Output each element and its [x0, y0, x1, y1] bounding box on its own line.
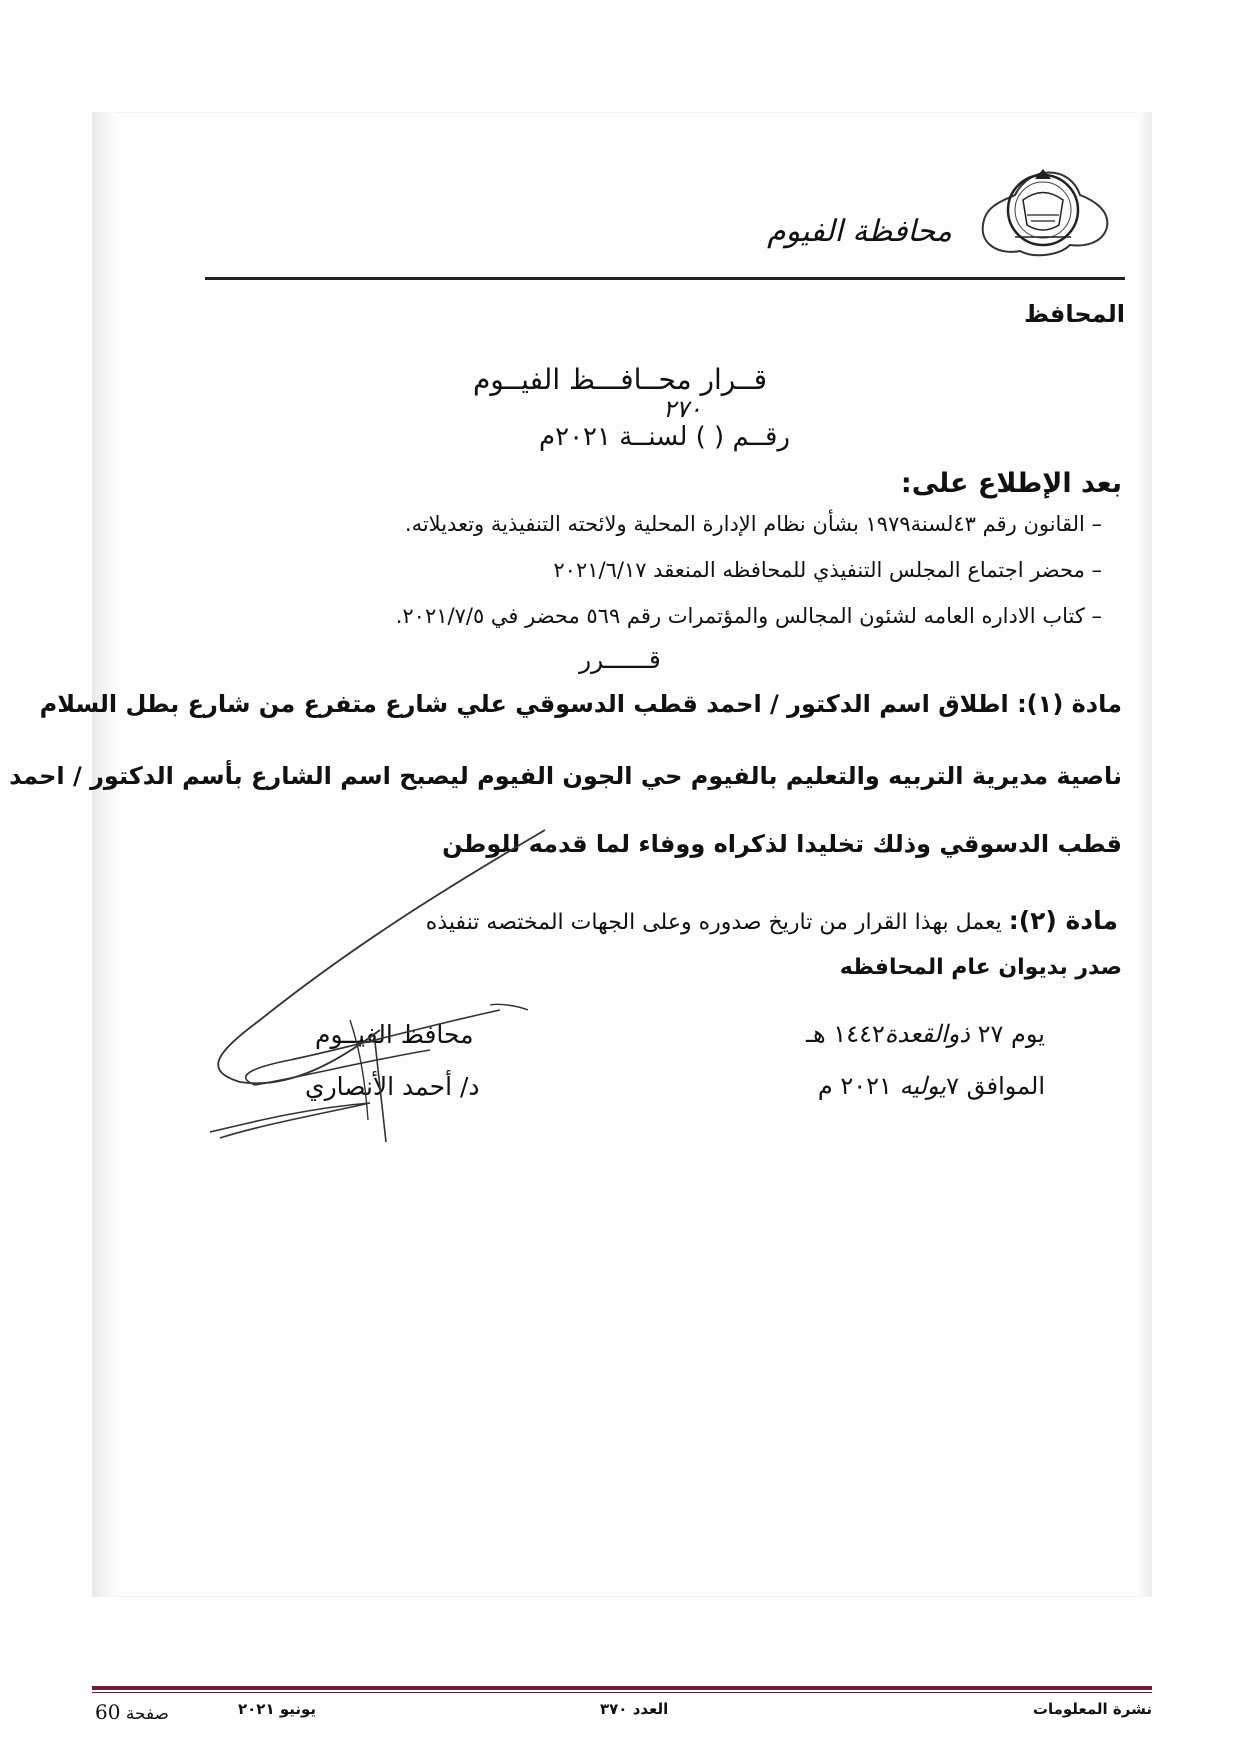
governorate-name: محافظة الفيوم — [767, 214, 952, 249]
signatory-name: د/ أحمد الأنصاري — [305, 1072, 480, 1101]
header-divider — [205, 277, 1125, 280]
decision-title: قــرار محــافـــظ الفيــوم — [472, 363, 768, 396]
page-label: صفحة — [125, 1704, 169, 1724]
governorate-seal-icon — [975, 155, 1115, 267]
article2-label: مادة (٢): — [1008, 906, 1118, 935]
gregorian-day: الموافق ٧ — [946, 1072, 1045, 1100]
gregorian-month-handwritten: يوليه — [899, 1072, 947, 1100]
article1-line: قطب الدسوقي وذلك تخليدا لذكراه ووفاء لما قدمه للوطن — [442, 830, 1122, 858]
article2-text: يعمل بهذا القرار من تاريخ صدوره وعلى الجهات المختصه تنفيذه — [425, 910, 1009, 935]
decision-number-line: رقــم ( ) لسنــة ٢٠٢١م — [539, 422, 790, 452]
reference-item: – محضر اجتماع المجلس التنفيذي للمحافظه المنعقد ٢٠٢١/٦/١٧ — [553, 558, 1102, 582]
gregorian-year: ٢٠٢١ م — [817, 1072, 900, 1100]
decided-heading: قــــــرر — [579, 645, 661, 674]
issued-at: صدر بديوان عام المحافظه — [839, 955, 1122, 980]
handwritten-decision-number: ٢٧٠ — [663, 395, 702, 423]
hijri-month-handwritten: ذوالقعدة — [884, 1020, 970, 1048]
issuer-role: المحافظ — [1023, 300, 1125, 328]
page-number: 60 — [95, 1700, 121, 1724]
footer-date: يونيو ٢٠٢١ — [238, 1700, 317, 1718]
handwritten-signature-icon — [200, 820, 620, 1150]
reference-item: – كتاب الاداره العامه لشئون المجالس والمؤتمرات رقم ٥٦٩ محضر في ٢٠٢١/٧/٥. — [395, 604, 1102, 628]
hijri-day: يوم ٢٧ — [970, 1020, 1045, 1048]
after-review-heading: بعد الإطلاع على: — [900, 468, 1122, 499]
signatory-role: محافظ الفيــوم — [315, 1020, 474, 1049]
footer-publication: نشرة المعلومات — [1032, 1700, 1152, 1718]
footer-divider — [92, 1686, 1152, 1690]
gregorian-date — [818, 1072, 1045, 1100]
footer-divider-thin — [92, 1692, 1152, 1693]
scan-shadow-left — [92, 112, 116, 1597]
hijri-year: ١٤٤٢ هـ — [805, 1020, 885, 1048]
footer-page — [95, 1700, 169, 1724]
hijri-date — [806, 1020, 1045, 1048]
article1-line: مادة (١): اطلاق اسم الدكتور / احمد قطب الدسوقي علي شارع متفرع من شارع بطل السلام — [39, 690, 1122, 718]
article1-line: ناصية مديرية التربيه والتعليم بالفيوم حي الجون الفيوم ليصبح اسم الشارع بأسم الدكتور / احمد — [9, 762, 1122, 790]
footer-issue: العدد ٣٧٠ — [600, 1700, 669, 1718]
scan-shadow-right — [1138, 112, 1152, 1597]
reference-item: – القانون رقم ٤٣لسنة١٩٧٩ بشأن نظام الإدارة المحلية ولائحته التنفيذية وتعديلاته. — [404, 512, 1102, 536]
